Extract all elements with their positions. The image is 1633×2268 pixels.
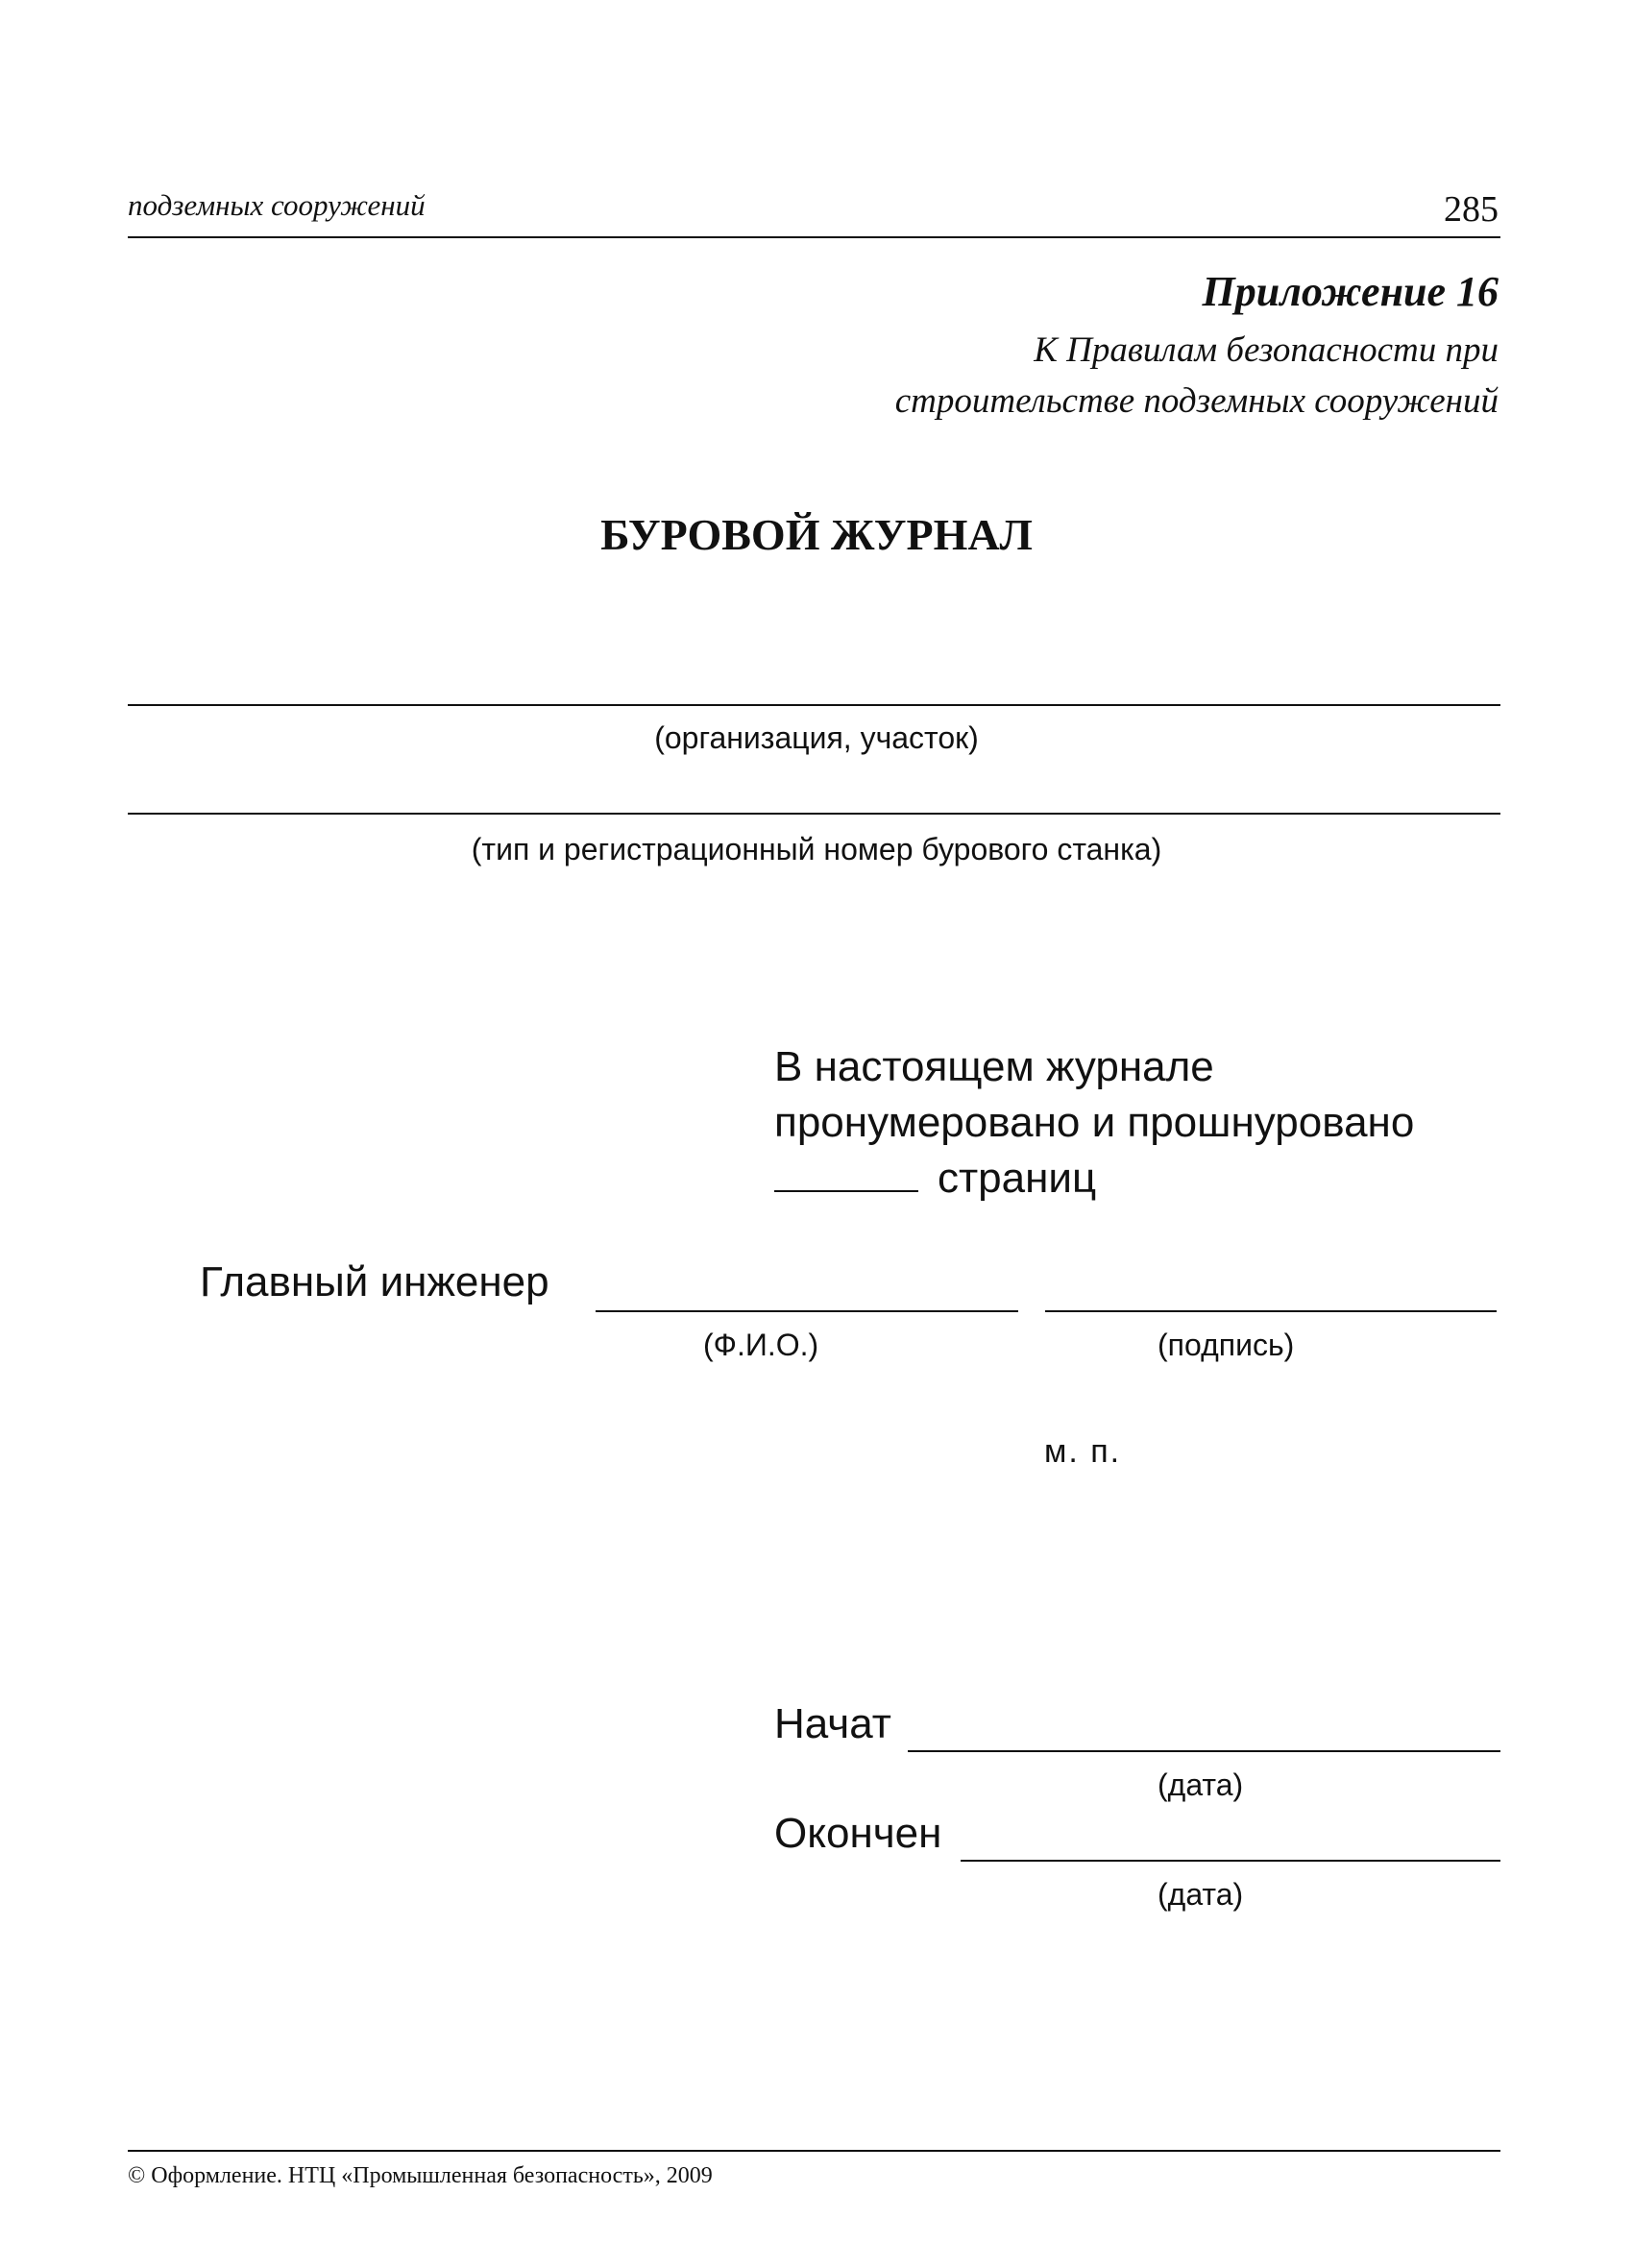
- started-date-caption: (дата): [1158, 1768, 1244, 1802]
- numbering-note-line2: пронумеровано и прошнуровано: [774, 1099, 1415, 1146]
- header-rule: [128, 236, 1500, 238]
- finished-date-caption: (дата): [1158, 1877, 1244, 1912]
- chief-engineer-name-line[interactable]: [596, 1310, 1018, 1312]
- stamp-place: м. п.: [1044, 1433, 1122, 1470]
- name-caption: (Ф.И.О.): [703, 1328, 819, 1362]
- appendix-reference: К Правилам безопасности при строительстве подземных сооружений: [894, 330, 1499, 421]
- appendix-title: Приложение 16: [1202, 268, 1499, 315]
- drilling-machine-field-line[interactable]: [128, 813, 1500, 815]
- chief-engineer-signature-line[interactable]: [1045, 1310, 1497, 1312]
- page-number: 285: [1444, 189, 1499, 230]
- organization-field-line[interactable]: [128, 704, 1500, 706]
- numbering-note-line3: [774, 1151, 1414, 1207]
- footer-copyright: © Оформление. НТЦ «Промышленная безопасность», 2009: [128, 2163, 713, 2188]
- running-title: подземных сооружений: [128, 188, 426, 222]
- numbering-note: [774, 1039, 1414, 1207]
- numbering-note-line1: В настоящем журнале: [774, 1043, 1214, 1090]
- page-count-blank[interactable]: [774, 1152, 918, 1192]
- drilling-machine-caption: (тип и регистрационный номер бурового станка): [471, 832, 1162, 866]
- pages-word: страниц: [938, 1155, 1097, 1202]
- chief-engineer-label: Главный инженер: [200, 1258, 549, 1305]
- signature-caption: (подпись): [1158, 1328, 1295, 1362]
- footer-rule: [128, 2150, 1500, 2152]
- started-date-line[interactable]: [908, 1750, 1500, 1752]
- started-label: Начат: [774, 1700, 891, 1747]
- organization-caption: (организация, участок): [654, 720, 979, 755]
- document-title: БУРОВОЙ ЖУРНАЛ: [600, 510, 1033, 559]
- finished-label: Окончен: [774, 1810, 942, 1857]
- finished-date-line[interactable]: [961, 1860, 1500, 1862]
